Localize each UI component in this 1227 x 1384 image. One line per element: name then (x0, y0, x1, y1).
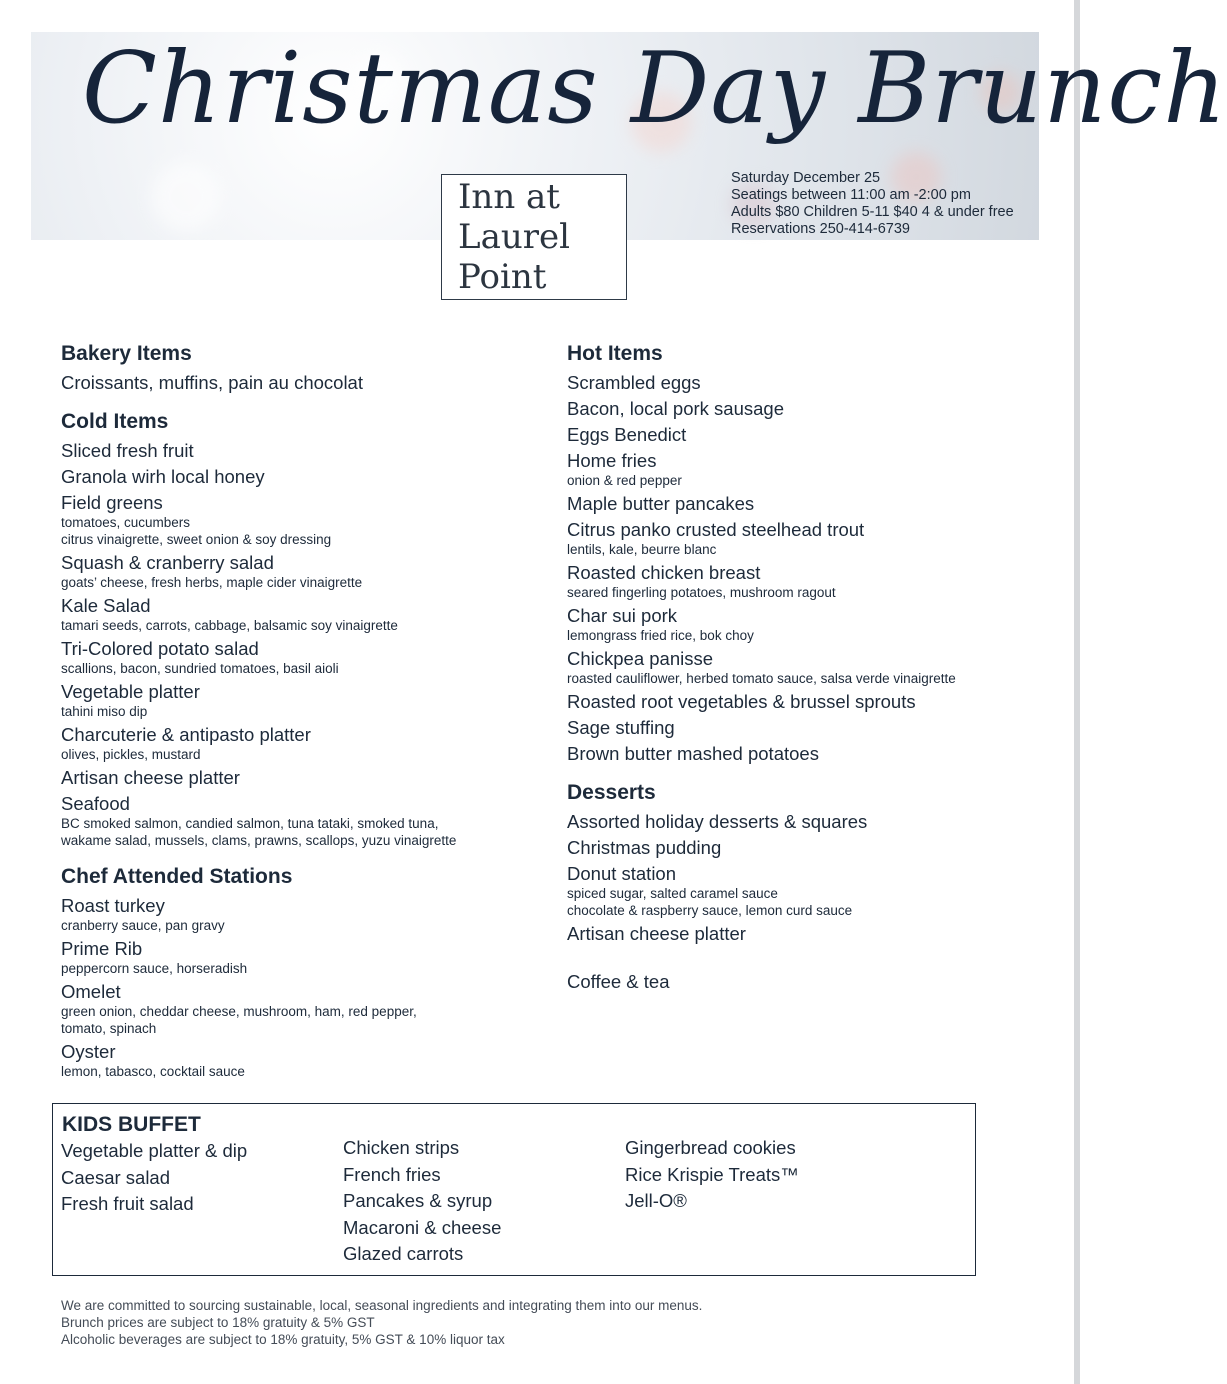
menu-section (61, 863, 531, 1080)
menu-item-name: Roast turkey (61, 895, 165, 916)
menu-item (567, 648, 1047, 687)
menu-item (61, 938, 531, 977)
kids-column-3 (625, 1135, 799, 1215)
menu-item-name: Chickpea panisse (567, 648, 714, 669)
kids-item: Jell-O® (625, 1190, 687, 1211)
menu-item (61, 1041, 531, 1080)
menu-item-name: Assorted holiday desserts & squares (567, 811, 868, 832)
menu-item-name: Oyster (61, 1041, 116, 1062)
menu-item-description: green onion, cheddar cheese, mushroom, ham, red pepper, (61, 1004, 417, 1019)
menu-item (567, 863, 1047, 919)
kids-item: Rice Krispie Treats™ (625, 1163, 799, 1185)
menu-item-name: Sage stuffing (567, 717, 675, 738)
menu-item-name: Roasted chicken breast (567, 562, 761, 583)
menu-item (567, 923, 1047, 945)
menu-item (61, 793, 531, 849)
menu-item-name: Artisan cheese platter (567, 923, 746, 944)
menu-item-name: Maple butter pancakes (567, 493, 755, 514)
menu-item-description: cranberry sauce, pan gravy (61, 918, 225, 933)
kids-item: Macaroni & cheese (343, 1216, 502, 1238)
inn-logo (441, 174, 627, 300)
menu-item-name: Charcuterie & antipasto platter (61, 724, 311, 745)
menu-item-name: Char sui pork (567, 605, 678, 626)
menu-item-description: goats’ cheese, fresh herbs, maple cider vinaigrette (61, 575, 363, 590)
menu-item (61, 552, 531, 591)
menu-item (61, 638, 531, 677)
kids-item: Vegetable platter & dip (61, 1140, 248, 1161)
kids-item: Gingerbread cookies (625, 1137, 796, 1158)
page-title: Christmas Day Brunch (82, 32, 1227, 146)
menu-item (567, 837, 1047, 859)
menu-item-description: scallions, bacon, sundried tomatoes, basil aioli (61, 661, 339, 676)
menu-item-description: BC smoked salmon, candied salmon, tuna tataki, smoked tuna, (61, 816, 439, 831)
event-prices: Adults $80 Children 5-11 $40 4 & under free (731, 204, 1014, 220)
section-title: Hot Items (567, 342, 663, 365)
kids-item: Glazed carrots (343, 1243, 464, 1264)
section-title: Cold Items (61, 410, 169, 433)
kids-item: French fries (343, 1163, 441, 1185)
menu-item-name: Kale Salad (61, 595, 151, 616)
menu-item (567, 398, 1047, 420)
menu-item (567, 424, 1047, 446)
menu-item-description: tamari seeds, carrots, cabbage, balsamic soy vinaigrette (61, 618, 398, 633)
footer-line: Brunch prices are subject to 18% gratuity & 5% GST (61, 1315, 375, 1330)
kids-item: Caesar salad (61, 1166, 171, 1188)
menu-item (567, 493, 1047, 515)
menu-item-description: lemongrass fried rice, bok choy (567, 628, 754, 643)
event-reservations: Reservations 250-414-6739 (731, 221, 910, 237)
logo-line-2: Laurel Point (458, 217, 570, 297)
page-edge (1074, 0, 1080, 1384)
menu-item-description: peppercorn sauce, horseradish (61, 961, 248, 976)
kids-column-1 (61, 1138, 247, 1218)
menu-item (567, 372, 1047, 394)
menu-section (567, 779, 1047, 945)
menu-item-description: olives, pickles, mustard (61, 747, 201, 762)
menu-item (567, 450, 1047, 489)
menu-item-name: Sliced fresh fruit (61, 440, 194, 461)
menu-item (61, 981, 531, 1037)
menu-item (567, 811, 1047, 833)
menu-item-name: Christmas pudding (567, 837, 722, 858)
menu-item (567, 743, 1047, 765)
menu-item-description: lentils, kale, beurre blanc (567, 542, 717, 557)
menu-item-name: Prime Rib (61, 938, 143, 959)
menu-item-description: roasted cauliflower, herbed tomato sauce, salsa verde vinaigrette (567, 671, 956, 686)
menu-section (567, 340, 1047, 765)
kids-item: Pancakes & syrup (343, 1190, 493, 1211)
menu-item-name: Granola wirh local honey (61, 466, 265, 487)
menu-item-description: tomatoes, cucumbers (61, 515, 191, 530)
menu-item (567, 605, 1047, 644)
menu-item-name: Croissants, muffins, pain au chocolat (61, 372, 363, 393)
menu-item-name: Home fries (567, 450, 657, 471)
coffee-tea: Coffee & tea (567, 971, 670, 992)
footer-notes (61, 1297, 702, 1348)
menu-item (61, 724, 531, 763)
menu-item-name: Bacon, local pork sausage (567, 398, 784, 419)
menu-item-name: Omelet (61, 981, 121, 1002)
menu-item (61, 895, 531, 934)
kids-item: Fresh fruit salad (61, 1193, 194, 1214)
menu-item-name: Vegetable platter (61, 681, 200, 702)
menu-item-name: Brown butter mashed potatoes (567, 743, 819, 764)
menu-item-description: tomato, spinach (61, 1021, 157, 1036)
logo-line-1: Inn at (458, 177, 560, 217)
menu-item-name: Citrus panko crusted steelhead trout (567, 519, 865, 540)
menu-item-name: Tri-Colored potato salad (61, 638, 259, 659)
menu-item (567, 519, 1047, 558)
menu-item-description: lemon, tabasco, cocktail sauce (61, 1064, 245, 1079)
menu-item (61, 372, 531, 394)
menu-item (61, 466, 531, 488)
menu-item-description: onion & red pepper (567, 473, 682, 488)
event-date: Saturday December 25 (731, 170, 881, 186)
menu-item-name: Roasted root vegetables & brussel sprouts (567, 691, 916, 712)
menu-item-name: Squash & cranberry salad (61, 552, 274, 573)
menu-item-description: tahini miso dip (61, 704, 148, 719)
menu-item-description: wakame salad, mussels, clams, prawns, scallops, yuzu vinaigrette (61, 833, 457, 848)
menu-item-name: Eggs Benedict (567, 424, 687, 445)
menu-item-description: chocolate & raspberry sauce, lemon curd sauce (567, 903, 853, 918)
kids-column-2 (343, 1135, 501, 1268)
menu-item-name: Donut station (567, 863, 677, 884)
section-title: Bakery Items (61, 342, 192, 365)
menu-item-description: citrus vinaigrette, sweet onion & soy dressing (61, 532, 332, 547)
kids-item: Chicken strips (343, 1137, 460, 1158)
menu-item (567, 562, 1047, 601)
kids-buffet-box (52, 1103, 976, 1276)
section-title: Chef Attended Stations (61, 865, 293, 888)
menu-column-right (567, 340, 1047, 993)
menu-item-name: Scrambled eggs (567, 372, 701, 393)
menu-section (61, 408, 531, 849)
footer-line: We are committed to sourcing sustainable, local, seasonal ingredients and integrating them into our menus. (61, 1298, 703, 1313)
event-seatings: Seatings between 11:00 am -2:00 pm (731, 187, 971, 203)
menu-item-name: Artisan cheese platter (61, 767, 240, 788)
event-info (731, 170, 1014, 238)
menu-item (61, 440, 531, 462)
menu-section (61, 340, 531, 394)
footer-line: Alcoholic beverages are subject to 18% gratuity, 5% GST & 10% liquor tax (61, 1332, 505, 1347)
menu-item-description: seared fingerling potatoes, mushroom ragout (567, 585, 836, 600)
menu-item (61, 681, 531, 720)
menu-item (567, 717, 1047, 739)
menu-column-left (61, 340, 531, 1094)
menu-item (61, 595, 531, 634)
kids-buffet-title: KIDS BUFFET (62, 1113, 201, 1136)
menu-item (567, 691, 1047, 713)
menu-item (61, 767, 531, 789)
menu-item-name: Field greens (61, 492, 163, 513)
section-title: Desserts (567, 781, 656, 804)
menu-item-description: spiced sugar, salted caramel sauce (567, 886, 778, 901)
menu-item-name: Seafood (61, 793, 130, 814)
menu-item (61, 492, 531, 548)
